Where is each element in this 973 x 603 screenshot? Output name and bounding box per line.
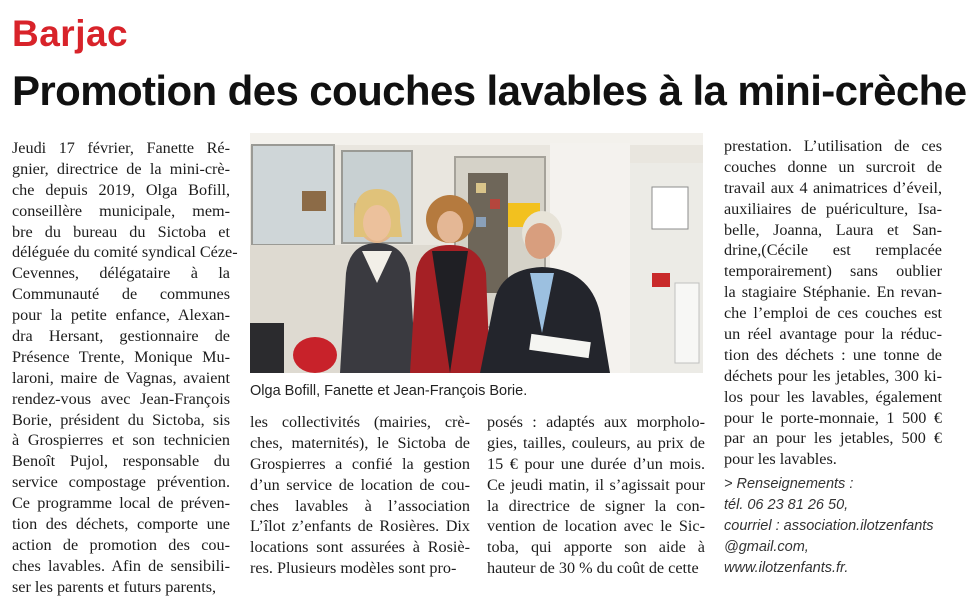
article-column-2 (250, 412, 470, 579)
text-line: la stagiaire Stéphanie. En revan- (724, 283, 942, 302)
text-line: d’un service de location de cou- (250, 475, 470, 494)
text-line: déléguée du comité syndical Céze- (12, 243, 238, 262)
text-line: ches lavables. Afin de sensibili- (12, 556, 230, 575)
text-line: la directrice de signer la con- (487, 496, 705, 515)
text-line: gnier, directrice de la mini-crè- (12, 159, 230, 178)
text-line: laroni, maire de Vagnas, avaient (12, 368, 230, 387)
text-line: travail aux 4 animatrices d’éveil, (724, 178, 942, 197)
text-line: dra Hersant, gestionnaire de (12, 327, 230, 346)
text-line: tion des déchets : une tonne de (724, 345, 942, 364)
contact-line: @gmail.com, (724, 539, 809, 555)
text-line: ches lavables à l’association (250, 496, 470, 515)
text-line: ser les parents et futurs parents, (12, 577, 217, 596)
text-line: action de promotion des cou- (12, 535, 230, 554)
article-column-3 (487, 412, 705, 579)
article-column-1 (12, 138, 238, 598)
article-photo (250, 133, 703, 373)
text-line: Présence Trente, Monique Mu- (12, 347, 230, 366)
text-line: tion des déchets, comporte une (12, 515, 230, 534)
text-line: drine,(Cécile est remplacée (724, 241, 942, 260)
text-line: res. Plusieurs modèles sont pro- (250, 559, 457, 578)
text-line: hauteur de 30 % du coût de cette (487, 559, 699, 578)
text-line: service compostage prévention. (12, 473, 230, 492)
text-line: ches, maternités), le Sictoba de (250, 433, 470, 452)
text-line: pour la petite enfance, Alexan- (12, 306, 230, 325)
text-line: déchets pour les jetables, 300 ki- (724, 366, 942, 385)
text-line: bre du bureau du Sictoba et (12, 222, 230, 241)
text-line: che l’emploi de ces couches est (724, 304, 942, 323)
text-line: un réel avantage pour la réduc- (724, 325, 942, 344)
contact-info (724, 474, 954, 579)
text-line: toba, qui apporte son aide à (487, 538, 705, 557)
contact-line: > Renseignements : (724, 476, 854, 492)
text-line: Communauté de communes (12, 285, 230, 304)
text-line: Benoît Pujol, responsable du (12, 452, 230, 471)
text-line: par an pour les jetables, 500 € (724, 429, 942, 448)
contact-line: tél. 06 23 81 26 50, (724, 497, 849, 513)
text-line: à Grospierres et son technicien (12, 431, 230, 450)
article-column-4 (724, 136, 942, 470)
text-line: posés : adaptés aux morpholo- (487, 413, 705, 431)
text-line: gies, tailles, couleurs, au prix de (487, 433, 705, 452)
text-line: L’îlot z’enfants de Rosières. Dix (250, 517, 470, 536)
article-headline: Promotion des couches lavables à la mini-crèche (12, 67, 967, 114)
text-line: Ce programme local de préven- (12, 494, 230, 513)
text-line: belle, Joanna, Laura et San- (724, 220, 942, 239)
text-line: Cevennes, délégataire à la (12, 264, 230, 283)
text-line: pour le porte-monnaie, 1 500 € (724, 408, 942, 427)
contact-line: www.ilotzenfants.fr. (724, 560, 849, 576)
text-line: temporairement) sans oublier (724, 262, 942, 281)
text-line: 15 € pour une durée d’un mois. (487, 454, 705, 473)
text-line: auxiliaires de puériculture, Isa- (724, 199, 942, 218)
text-line: vention de location avec le Sic- (487, 517, 705, 536)
text-line: conseillère municipale, mem- (12, 201, 230, 220)
text-line: pour les lavables. (724, 450, 837, 469)
photo-caption: Olga Bofill, Fanette et Jean-François Borie. (250, 383, 528, 399)
text-line: Grospierres a confié la gestion (250, 454, 470, 473)
text-line: prestation. L’utilisation de ces (724, 137, 942, 155)
text-line: Borie, président du Sictoba, sis (12, 410, 230, 429)
text-line: los pour les lavables, également (724, 387, 942, 406)
text-line: Jeudi 17 février, Fanette Ré- (12, 139, 230, 157)
text-line: Ce jeudi matin, il s’agissait pour (487, 475, 705, 494)
text-line: les collectivités (mairies, crè- (250, 413, 470, 431)
text-line: che depuis 2019, Olga Bofill, (12, 180, 230, 199)
section-kicker: Barjac (12, 13, 129, 54)
contact-line: courriel : association.ilotzenfants (724, 518, 934, 534)
text-line: couches donne un surcroit de (724, 157, 942, 176)
text-line: locations sont assurées à Rosiè- (250, 538, 470, 557)
text-line: rendez-vous avec Jean-François (12, 389, 230, 408)
